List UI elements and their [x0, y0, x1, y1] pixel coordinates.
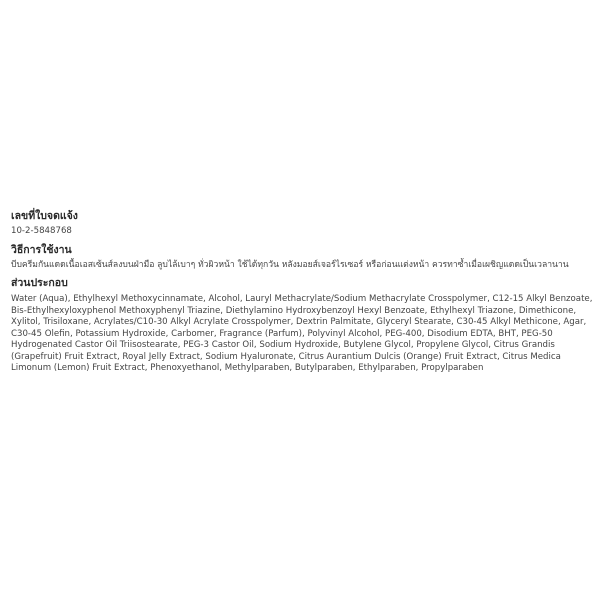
- product-details: [11, 209, 594, 375]
- ingredients-heading: ส่วนประกอบ: [11, 277, 68, 289]
- usage-instructions: บีบครีมกันแดดเนื้อเอสเซ้นส์ลงบนฝ่ามือ ลูบไล้เบาๆ ทั่วผิวหน้า ใช้ได้ทุกวัน หลังมอยส์เจอร์ไรเซอร์ หรือก่อนแต่งหน้า ควรทาซ้ำเมื่อเผชิญแดดเป็นเวลานาน: [11, 259, 569, 270]
- registration-number: 10-2-5848768: [11, 226, 72, 236]
- registration-heading: เลขที่ใบจดแจ้ง: [11, 210, 78, 222]
- ingredients-list: Water (Aqua), Ethylhexyl Methoxycinnamate, Alcohol, Lauryl Methacrylate/Sodium Methacrylate Crosspolymer, C12-15 Alkyl Benzoate, Bis-Ethylhexyloxyphenol Methoxyphenyl Triazine, Diethylamino Hydroxybenzoyl Hexyl Benzoate, Ethylhexyl Triazone, Dimethicone, Xylitol, Trisiloxane, Acrylates/C10-30 Alkyl Acrylate Crosspolymer, Dextrin Palmitate, Glyceryl Stearate, C30-45 Alkyl Methicone, Agar, C30-45 Olefin, Potassium Hydroxide, Carbomer, Fragrance (Parfum), Polyvinyl Alcohol, PEG-400, Disodium EDTA, BHT, PEG-50 Hydrogenated Castor Oil Triisostearate, PEG-3 Castor Oil, Sodium Hydroxide, Butylene Glycol, Propylene Glycol, Citrus Grandis (Grapefruit) Fruit Extract, Royal Jelly Extract, Sodium Hyaluronate, Citrus Aurantium Dulcis (Orange) Fruit Extract, Citrus Medica Limonum (Lemon) Fruit Extract, Phenoxyethanol, Methylparaben, Butylparaben, Ethylparaben, Propylparaben: [11, 294, 593, 373]
- usage-heading: วิธีการใช้งาน: [11, 243, 72, 256]
